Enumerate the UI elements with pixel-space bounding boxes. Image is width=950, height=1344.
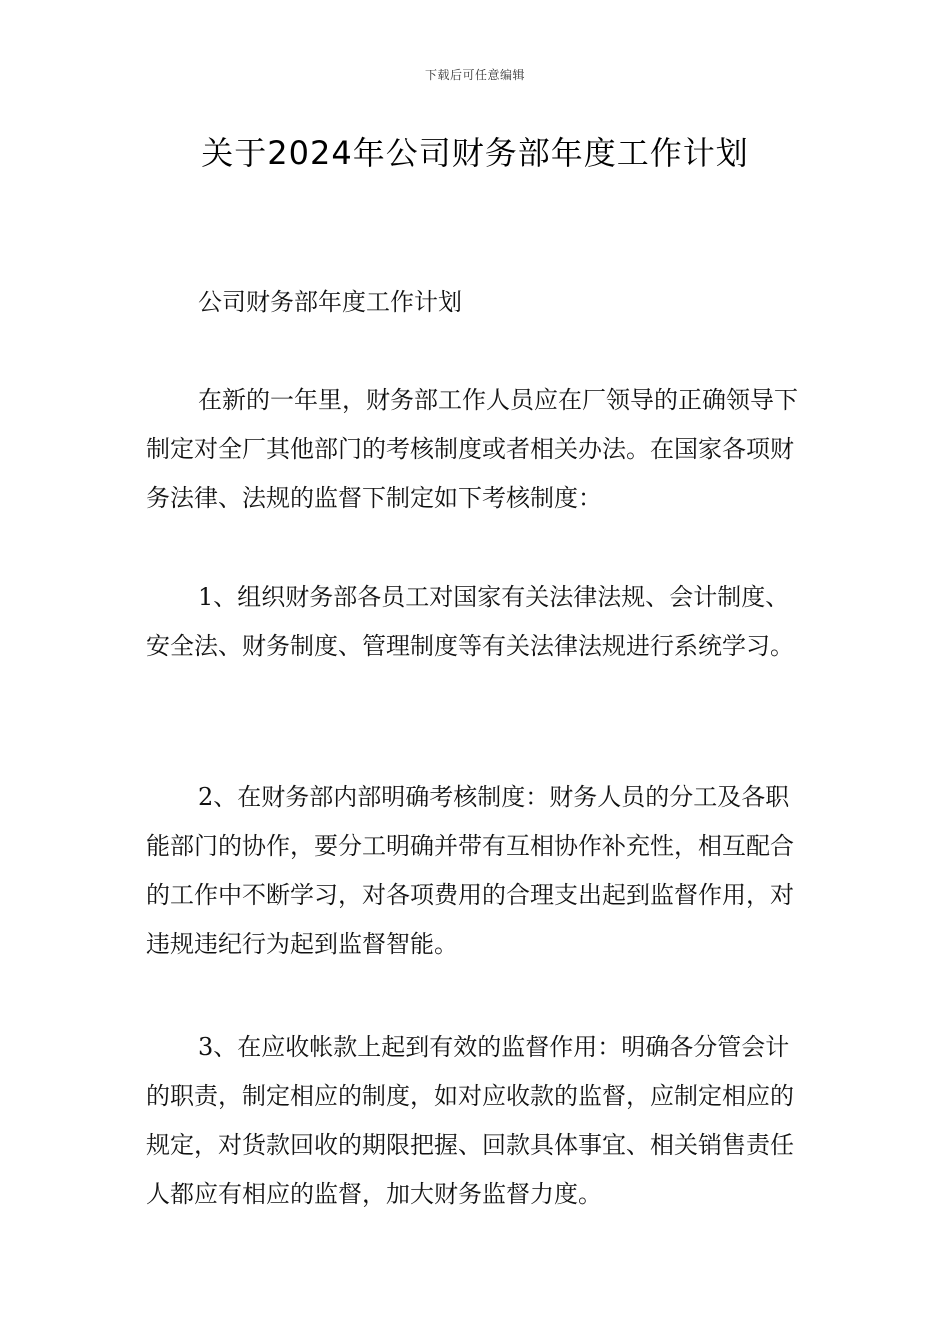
paragraph-item-1 [146, 573, 811, 671]
subtitle-text: 公司财务部年度工作计划 [198, 288, 462, 316]
paragraph-intro-text: 在新的一年里，财务部工作人员应在厂领导的正确领导下制定对全厂其他部门的考核制度或者相关办法。在国家各项财务法律、法规的监督下制定如下考核制度： [146, 386, 798, 512]
header-note: 下载后可任意编辑 [424, 68, 525, 82]
paragraph-item-3-text: 3、在应收帐款上起到有效的监督作用：明确各分管会计的职责，制定相应的制度，如对应收款的监督，应制定相应的规定，对货款回收的期限把握、回款具体事宜、相关销售责任人都应有相应的监督，加大财务监督力度。 [146, 1033, 794, 1208]
paragraph-item-1-text: 1、组织财务部各员工对国家有关法律法规、会计制度、安全法、财务制度、管理制度等有关法律法规进行系统学习。 [146, 583, 794, 660]
paragraph-intro [146, 376, 811, 523]
section-subtitle [146, 278, 811, 327]
paragraph-item-2-text: 2、在财务部内部明确考核制度：财务人员的分工及各职能部门的协作，要分工明确并带有互相协作补充性，相互配合的工作中不断学习，对各项费用的合理支出起到监督作用，对违规违纪行为起到监督智能。 [146, 783, 794, 958]
paragraph-item-2 [146, 773, 811, 969]
paragraph-item-3 [146, 1023, 811, 1219]
document-title: 关于2024年公司财务部年度工作计划 [201, 134, 749, 172]
